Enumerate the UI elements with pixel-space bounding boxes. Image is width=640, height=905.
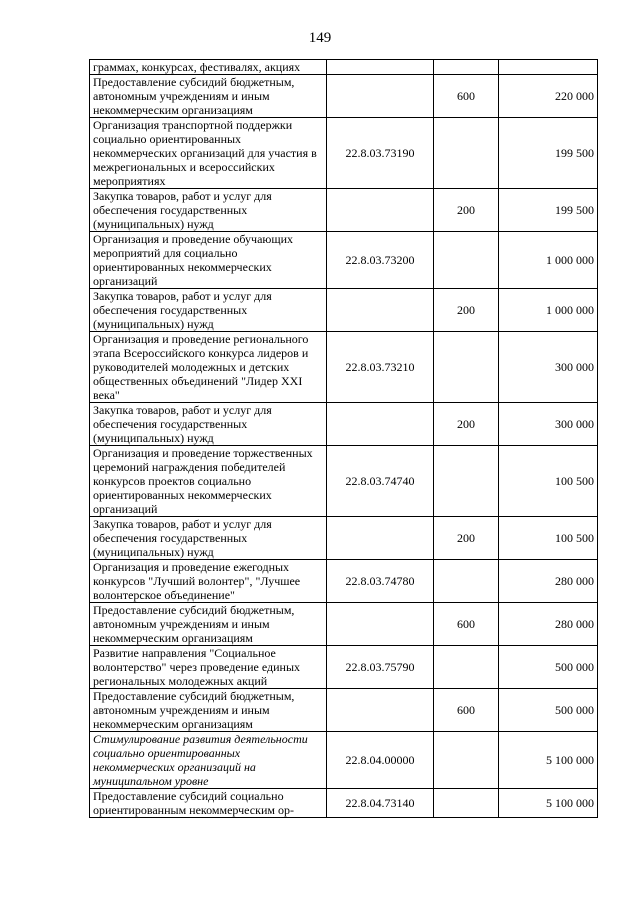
code-cell [327, 289, 434, 332]
sum-cell: 300 000 [499, 403, 598, 446]
name-cell: граммах, конкурсах, фестивалях, акциях [90, 60, 327, 75]
table-row [90, 118, 598, 189]
table-row [90, 732, 598, 789]
table-row [90, 689, 598, 732]
type-cell [434, 232, 499, 289]
sum-cell: 5 100 000 [499, 732, 598, 789]
table-row [90, 517, 598, 560]
table-row [90, 189, 598, 232]
table-row [90, 232, 598, 289]
type-cell [434, 446, 499, 517]
name-cell: Организация и проведение обучающих мероприятий для социально ориентированных некоммерческих организаций [90, 232, 327, 289]
budget-table-body [90, 60, 598, 818]
table-row [90, 603, 598, 646]
type-cell: 600 [434, 75, 499, 118]
code-cell [327, 75, 434, 118]
type-cell [434, 118, 499, 189]
name-cell: Предоставление субсидий социально ориентированным некоммерческим ор- [90, 789, 327, 818]
sum-cell: 100 500 [499, 446, 598, 517]
sum-cell: 500 000 [499, 646, 598, 689]
type-cell: 200 [434, 189, 499, 232]
type-cell [434, 60, 499, 75]
sum-cell: 1 000 000 [499, 289, 598, 332]
type-cell: 600 [434, 689, 499, 732]
sum-cell: 280 000 [499, 603, 598, 646]
name-cell: Закупка товаров, работ и услуг для обеспечения государственных (муниципальных) нужд [90, 403, 327, 446]
type-cell: 600 [434, 603, 499, 646]
name-cell: Организация и проведение торжественных церемоний награждения победителей конкурсов проектов социально ориентированных некоммерческих организаций [90, 446, 327, 517]
code-cell: 22.8.03.75790 [327, 646, 434, 689]
name-cell: Закупка товаров, работ и услуг для обеспечения государственных (муниципальных) нужд [90, 289, 327, 332]
table-row [90, 646, 598, 689]
sum-cell: 300 000 [499, 332, 598, 403]
budget-table [89, 59, 598, 818]
sum-cell: 1 000 000 [499, 232, 598, 289]
table-row [90, 289, 598, 332]
page-number: 149 [308, 30, 332, 46]
table-row [90, 75, 598, 118]
type-cell: 200 [434, 289, 499, 332]
code-cell [327, 60, 434, 75]
name-cell: Организация транспортной поддержки социально ориентированных некоммерческих организаций для участия в межрегиональных и всероссийских мероприятиях [90, 118, 327, 189]
name-cell: Стимулирование развития деятельности социально ориентированных некоммерческих организаций на муниципальном уровне [90, 732, 327, 789]
type-cell [434, 332, 499, 403]
sum-cell [499, 60, 598, 75]
sum-cell: 500 000 [499, 689, 598, 732]
code-cell: 22.8.03.73190 [327, 118, 434, 189]
table-row [90, 60, 598, 75]
type-cell [434, 646, 499, 689]
code-cell [327, 689, 434, 732]
code-cell: 22.8.03.73210 [327, 332, 434, 403]
sum-cell: 5 100 000 [499, 789, 598, 818]
name-cell: Закупка товаров, работ и услуг для обеспечения государственных (муниципальных) нужд [90, 517, 327, 560]
code-cell [327, 603, 434, 646]
table-row [90, 403, 598, 446]
code-cell: 22.8.03.73200 [327, 232, 434, 289]
sum-cell: 199 500 [499, 118, 598, 189]
table-row [90, 789, 598, 818]
code-cell [327, 517, 434, 560]
code-cell [327, 403, 434, 446]
type-cell: 200 [434, 517, 499, 560]
type-cell [434, 560, 499, 603]
table-row [90, 332, 598, 403]
type-cell [434, 789, 499, 818]
table-row [90, 446, 598, 517]
name-cell: Предоставление субсидий бюджетным, автономным учреждениям и иным некоммерческим организациям [90, 75, 327, 118]
name-cell: Организация и проведение регионального этапа Всероссийского конкурса лидеров и руководителей молодежных и детских общественных объединений "Лидер XXI века" [90, 332, 327, 403]
sum-cell: 199 500 [499, 189, 598, 232]
name-cell: Предоставление субсидий бюджетным, автономным учреждениям и иным некоммерческим организациям [90, 689, 327, 732]
sum-cell: 220 000 [499, 75, 598, 118]
code-cell: 22.8.04.00000 [327, 732, 434, 789]
name-cell: Закупка товаров, работ и услуг для обеспечения государственных (муниципальных) нужд [90, 189, 327, 232]
code-cell: 22.8.03.74780 [327, 560, 434, 603]
sum-cell: 280 000 [499, 560, 598, 603]
code-cell: 22.8.04.73140 [327, 789, 434, 818]
code-cell: 22.8.03.74740 [327, 446, 434, 517]
name-cell: Предоставление субсидий бюджетным, автономным учреждениям и иным некоммерческим организациям [90, 603, 327, 646]
sum-cell: 100 500 [499, 517, 598, 560]
type-cell: 200 [434, 403, 499, 446]
code-cell [327, 189, 434, 232]
name-cell: Развитие направления "Социальное волонтерство" через проведение единых региональных молодежных акций [90, 646, 327, 689]
type-cell [434, 732, 499, 789]
table-row [90, 560, 598, 603]
name-cell: Организация и проведение ежегодных конкурсов "Лучший волонтер", "Лучшее волонтерское объединение" [90, 560, 327, 603]
